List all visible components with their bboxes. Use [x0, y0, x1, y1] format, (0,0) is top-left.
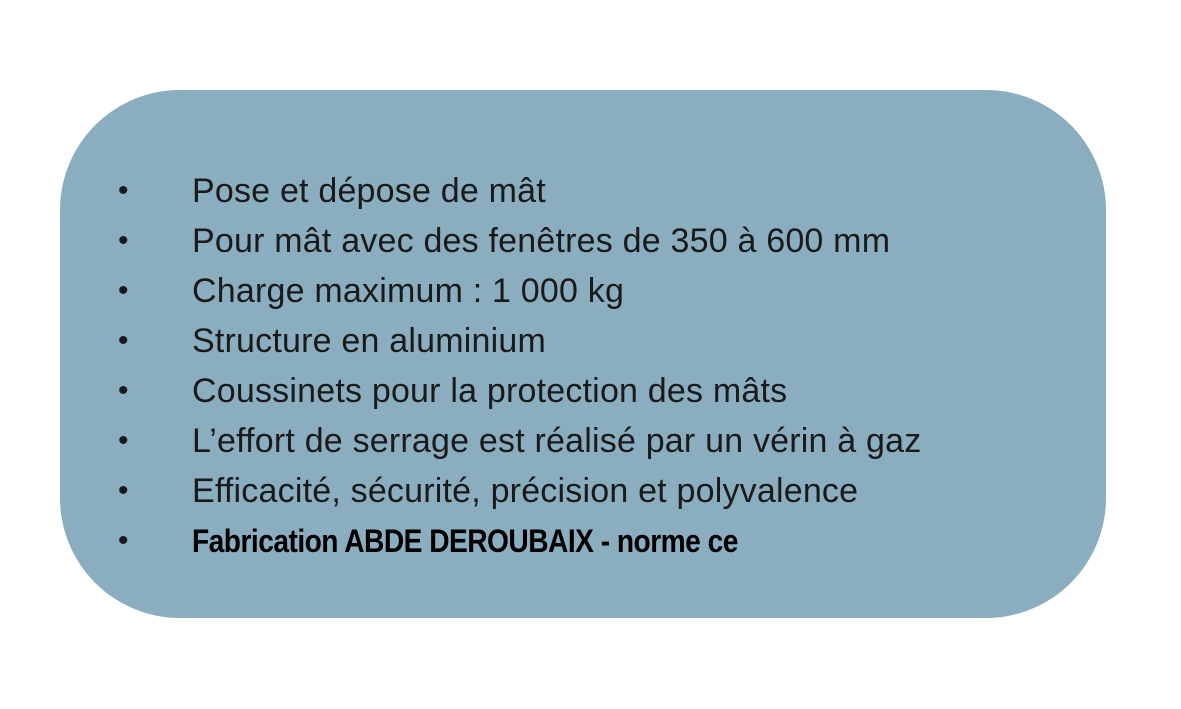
feature-text: Pose et dépose de mât: [192, 172, 546, 210]
feature-item-manufacturer: [118, 516, 921, 566]
bullet-icon: •: [118, 374, 129, 407]
feature-text: Coussinets pour la protection des mâts: [192, 372, 788, 410]
bullet-icon: •: [118, 174, 129, 207]
feature-item: [118, 366, 921, 416]
bullet-icon: •: [118, 474, 129, 507]
bullet-icon: •: [118, 274, 129, 307]
bullet-icon: •: [118, 524, 129, 557]
feature-item: [118, 466, 921, 516]
feature-text: Structure en aluminium: [192, 322, 546, 360]
feature-item: [118, 416, 921, 466]
feature-text: Efficacité, sécurité, précision et polyvalence: [192, 472, 859, 510]
manufacturer-text: Fabrication ABDE DEROUBAIX - norme ce: [192, 523, 738, 559]
feature-item: [118, 316, 921, 366]
feature-text: Charge maximum : 1 000 kg: [192, 272, 625, 310]
feature-list: [118, 166, 921, 566]
feature-text: Pour mât avec des fenêtres de 350 à 600 mm: [192, 222, 891, 260]
feature-item: [118, 166, 921, 216]
bullet-icon: •: [118, 224, 129, 257]
feature-item: [118, 266, 921, 316]
feature-item: [118, 216, 921, 266]
bullet-icon: •: [118, 424, 129, 457]
feature-text: L’effort de serrage est réalisé par un vérin à gaz: [192, 422, 922, 460]
bullet-icon: •: [118, 324, 129, 357]
